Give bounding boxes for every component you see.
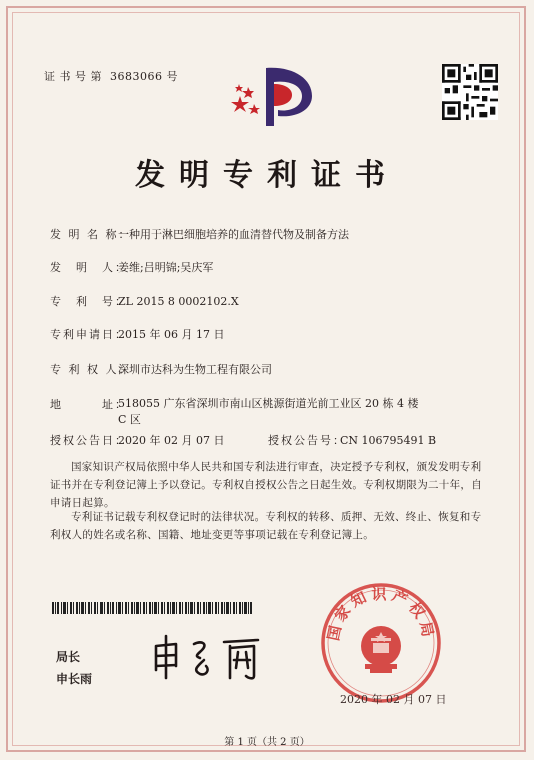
patent-number-row (50, 293, 239, 309)
invention-name-value: 一种用于淋巴细胞培养的血清替代物及制备方法 (118, 228, 349, 241)
svg-text:国家知识产权局: 国家知识产权局 (324, 584, 438, 643)
announcement-date-row (50, 432, 224, 448)
certificate-number-suffix: 号 (166, 70, 178, 83)
seal-date: 2020 年 02 月 07 日 (340, 693, 447, 706)
cnipa-logo-icon (228, 62, 314, 128)
patentee-value: 深圳市达科为生物工程有限公司 (118, 363, 272, 376)
address-row (50, 396, 428, 428)
announcement-number-row (268, 432, 436, 448)
handwritten-signature-icon (150, 632, 270, 682)
patentee-label: 专 利 权 人： (50, 363, 132, 376)
qr-code-icon (442, 64, 498, 120)
announcement-number-label: 授权公告号： (268, 434, 346, 447)
patent-number-label: 专 利 号： (50, 295, 128, 308)
legal-status-paragraph: 专利证书记载专利权登记时的法律状况。专利权的转移、质押、无效、终止、恢复和专利权人的姓名或名称、国籍、地址变更等事项记载在专利登记簿上。 (50, 511, 482, 541)
director-title: 局长 (56, 650, 81, 664)
grant-statement-paragraph: 国家知识产权局依照中华人民共和国专利法进行审查，决定授予专利权，颁发发明专利证书并在专利登记簿上予以登记。专利权自授权公告之日起生效。专利权期限为二十年，自申请日起算。 (50, 461, 482, 509)
inventors-row (50, 259, 213, 275)
patent-number-value: ZL 2015 8 0002102.X (118, 295, 239, 308)
director-name: 申长雨 (56, 672, 93, 686)
inventors-value: 姜维;吕明锦;吴庆军 (118, 261, 214, 274)
barcode-icon (52, 602, 252, 614)
inventors-label: 发 明 人： (50, 261, 128, 274)
announcement-date-label: 授权公告日： (50, 434, 128, 447)
certificate-number-value: 3683066 (110, 70, 163, 83)
address-label: 地 址： (50, 398, 128, 411)
certificate-title: 发明专利证书 (135, 158, 399, 193)
certificate-number (44, 68, 178, 84)
announcement-date-value: 2020 年 02 月 07 日 (118, 434, 225, 447)
patentee-row (50, 361, 272, 377)
announcement-number-value: CN 106795491 B (340, 434, 437, 447)
address-value: 518055 广东省深圳市南山区桃源街道光前工业区 20 栋 4 楼 C 区 (118, 397, 419, 426)
official-seal-icon (318, 580, 447, 706)
certificate-number-label: 证 书 号 第 (44, 70, 102, 83)
invention-name-label: 发 明 名 称： (50, 228, 132, 241)
filing-date-value: 2015 年 06 月 17 日 (118, 328, 225, 341)
filing-date-label: 专利申请日： (50, 328, 128, 341)
invention-name-row (50, 226, 349, 242)
filing-date-row (50, 326, 224, 342)
page-number: 第 1 页（共 2 页） (224, 737, 310, 748)
